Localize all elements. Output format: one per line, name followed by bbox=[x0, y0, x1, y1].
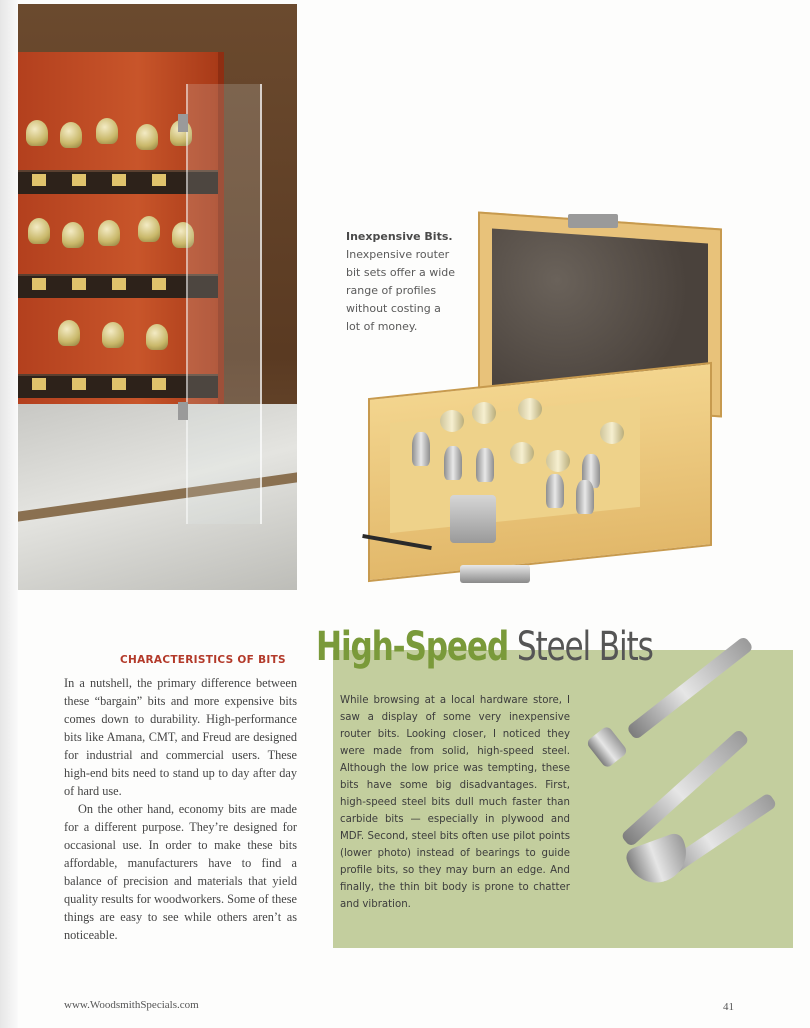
size-label bbox=[152, 278, 166, 290]
size-label bbox=[112, 278, 126, 290]
sidebar-title-rest: Steel Bits bbox=[516, 624, 653, 670]
size-label bbox=[72, 378, 86, 390]
router-bit bbox=[60, 122, 82, 148]
photo-caption bbox=[346, 228, 456, 336]
size-label bbox=[32, 278, 46, 290]
router-bit bbox=[26, 120, 48, 146]
size-label bbox=[112, 378, 126, 390]
router-bit bbox=[546, 474, 564, 508]
box-clasp-icon bbox=[450, 495, 496, 543]
caption-text: Inexpensive router bit sets offer a wide range of profiles without costing a lot of money. bbox=[346, 248, 456, 333]
router-bit bbox=[146, 324, 168, 350]
glass-door bbox=[186, 84, 262, 524]
router-bit bbox=[98, 220, 120, 246]
body-paragraph: On the other hand, economy bits are made for a different purpose. They’re designed for occasional use. In order to make these bits affordable, manufacturers have to find a balance of precision and materials that yield quality results for woodworkers. Some of these things are easy to see while others aren’t as noticeable. bbox=[64, 802, 297, 942]
size-label bbox=[112, 174, 126, 186]
latch-icon bbox=[568, 214, 618, 228]
sidebar-title-highlight: High-Speed bbox=[316, 624, 509, 670]
router-bit bbox=[62, 222, 84, 248]
router-bit bbox=[472, 402, 496, 424]
router-bit bbox=[518, 398, 542, 420]
sidebar-text: While browsing at a local hardware store, I saw a display of some very inexpensive router bits. Looking closer, I noticed they were made from solid, high-speed steel. Although the low price was tempting, these bits have some big disadvantages. First, high-speed steel bits dull much faster than carbide bits — especially in plywood and MDF. Second, steel bits often use pilot points (lower photo) instead of bearings to guide profile bits, so they may burn an edge. And finally, the thin bit body is prone to chatter and vibration. bbox=[340, 695, 570, 910]
page-gutter bbox=[0, 0, 18, 1028]
router-bit bbox=[136, 124, 158, 150]
router-bit bbox=[546, 450, 570, 472]
router-bit bbox=[28, 218, 50, 244]
router-bit bbox=[444, 446, 462, 480]
router-bit bbox=[102, 322, 124, 348]
hinge-icon bbox=[178, 402, 188, 420]
size-label bbox=[32, 378, 46, 390]
bit-cabinet-photo bbox=[18, 4, 297, 590]
router-bit bbox=[600, 422, 624, 444]
footer-url: www.WoodsmithSpecials.com bbox=[64, 999, 199, 1011]
caption-lead: Inexpensive Bits. bbox=[346, 230, 453, 243]
body-paragraph: In a nutshell, the primary difference between these “bargain” bits and more expensive bits comes down to durability. High-performance bits like Amana, CMT, and Freud are designed for industrial and commercial users. These high-end bits need to stand up to day after day of hard use. bbox=[64, 676, 297, 798]
loose-router-bit bbox=[460, 565, 530, 583]
router-bit bbox=[412, 432, 430, 466]
size-label bbox=[72, 174, 86, 186]
section-heading: CHARACTERISTICS OF BITS bbox=[120, 654, 286, 666]
size-label bbox=[152, 174, 166, 186]
page-number: 41 bbox=[723, 1001, 734, 1013]
router-bit bbox=[476, 448, 494, 482]
article-body bbox=[64, 674, 297, 944]
router-bit bbox=[138, 216, 160, 242]
steel-bit-cutter bbox=[586, 725, 629, 769]
size-label bbox=[72, 278, 86, 290]
router-bit bbox=[58, 320, 80, 346]
steel-bits-photo bbox=[575, 660, 785, 930]
router-bit bbox=[440, 410, 464, 432]
router-bit bbox=[96, 118, 118, 144]
hinge-icon bbox=[178, 114, 188, 132]
router-bit bbox=[510, 442, 534, 464]
router-bit bbox=[576, 480, 594, 514]
size-label bbox=[152, 378, 166, 390]
size-label bbox=[32, 174, 46, 186]
